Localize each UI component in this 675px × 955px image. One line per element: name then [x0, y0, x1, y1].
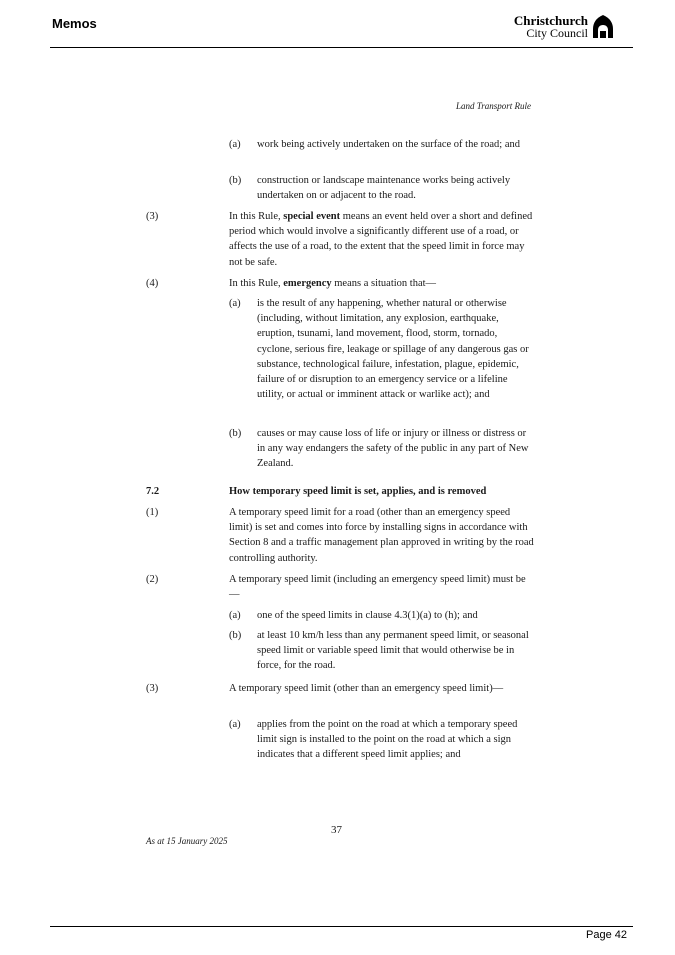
footer-divider — [50, 926, 633, 927]
item-a3-label: (a) — [229, 610, 241, 621]
item-a1-label: (a) — [229, 139, 241, 150]
para-3b-text: A temporary speed limit (other than an emergency speed limit)— — [229, 683, 504, 694]
item-b2-label: (b) — [229, 428, 242, 439]
memos-header: Memos — [52, 16, 97, 31]
item-b3-label: (b) — [229, 630, 242, 641]
cathedral-emblem-icon — [591, 14, 615, 40]
item-a2-label: (a) — [229, 298, 241, 309]
item-a1-text: work being actively undertaken on the surface of the road; and — [257, 139, 520, 150]
para-3b-number: (3) — [146, 683, 159, 694]
term-emergency: emergency — [283, 278, 332, 289]
header-divider — [50, 47, 633, 48]
para-3-number: (3) — [146, 211, 159, 222]
item-b2-text: causes or may cause loss of life or injury or illness or distress or in any way endangers the safety of the public in any part of New Zealand. — [257, 428, 529, 470]
item-a4-label: (a) — [229, 719, 241, 730]
para-2-text: A temporary speed limit (including an emergency speed limit) must be— — [229, 574, 526, 601]
item-a2-text: is the result of any happening, whether natural or otherwise (including, without limitation, any explosion, earthquake, eruption, tsunami, land movement, flood, storm, tornado, cyclone, serious fire, leakage or spillage of any dangerous gas or substance, technological failure, infestation, plague, epidemic, failure of or disruption to an emergency service or a lifeline utility, or actual or imminent attack or warlike act); and — [257, 298, 529, 401]
section-number: 7.2 — [146, 486, 160, 497]
para-1-text: A temporary speed limit for a road (other than an emergency speed limit) is set and comes into force by installing signs in accordance with Section 8 and a traffic management plan approved in writing by the road controlling authority. — [229, 507, 534, 564]
document-page-number: 37 — [331, 824, 342, 836]
term-special-event: special event — [283, 211, 341, 222]
footer-page-label: Page 42 — [586, 929, 627, 941]
item-a4-text: applies from the point on the road at which a temporary speed limit sign is installed to the point on the road at which a sign indicates that a different speed limit applies; and — [257, 719, 518, 761]
logo-line2: City Council — [526, 26, 588, 40]
item-a3-text: one of the speed limits in clause 4.3(1)(a) to (h); and — [257, 610, 478, 621]
running-title: Land Transport Rule — [455, 101, 531, 111]
para-4-number: (4) — [146, 278, 159, 289]
as-at-date: As at 15 January 2025 — [146, 836, 228, 846]
item-b1-text: construction or landscape maintenance works being actively undertaken on or adjacent to the road. — [257, 175, 511, 202]
item-b1-label: (b) — [229, 175, 242, 186]
council-logo — [514, 14, 615, 40]
para-2-number: (2) — [146, 574, 159, 585]
para-1-number: (1) — [146, 507, 159, 518]
section-heading: How temporary speed limit is set, applies, and is removed — [229, 486, 487, 497]
para-4-text: In this Rule, emergency means a situation that— — [229, 278, 437, 289]
para-3-text: In this Rule, special event means an event held over a short and defined period which would involve a significantly different use of a road, or affects the use of a road, to the extent that the speed limit in force may not be safe. — [229, 211, 533, 268]
item-b3-text: at least 10 km/h less than any permanent speed limit, or seasonal speed limit or variable speed limit that would otherwise be in force, for the road. — [257, 630, 529, 672]
logo-line1: Christchurch — [513, 13, 588, 28]
